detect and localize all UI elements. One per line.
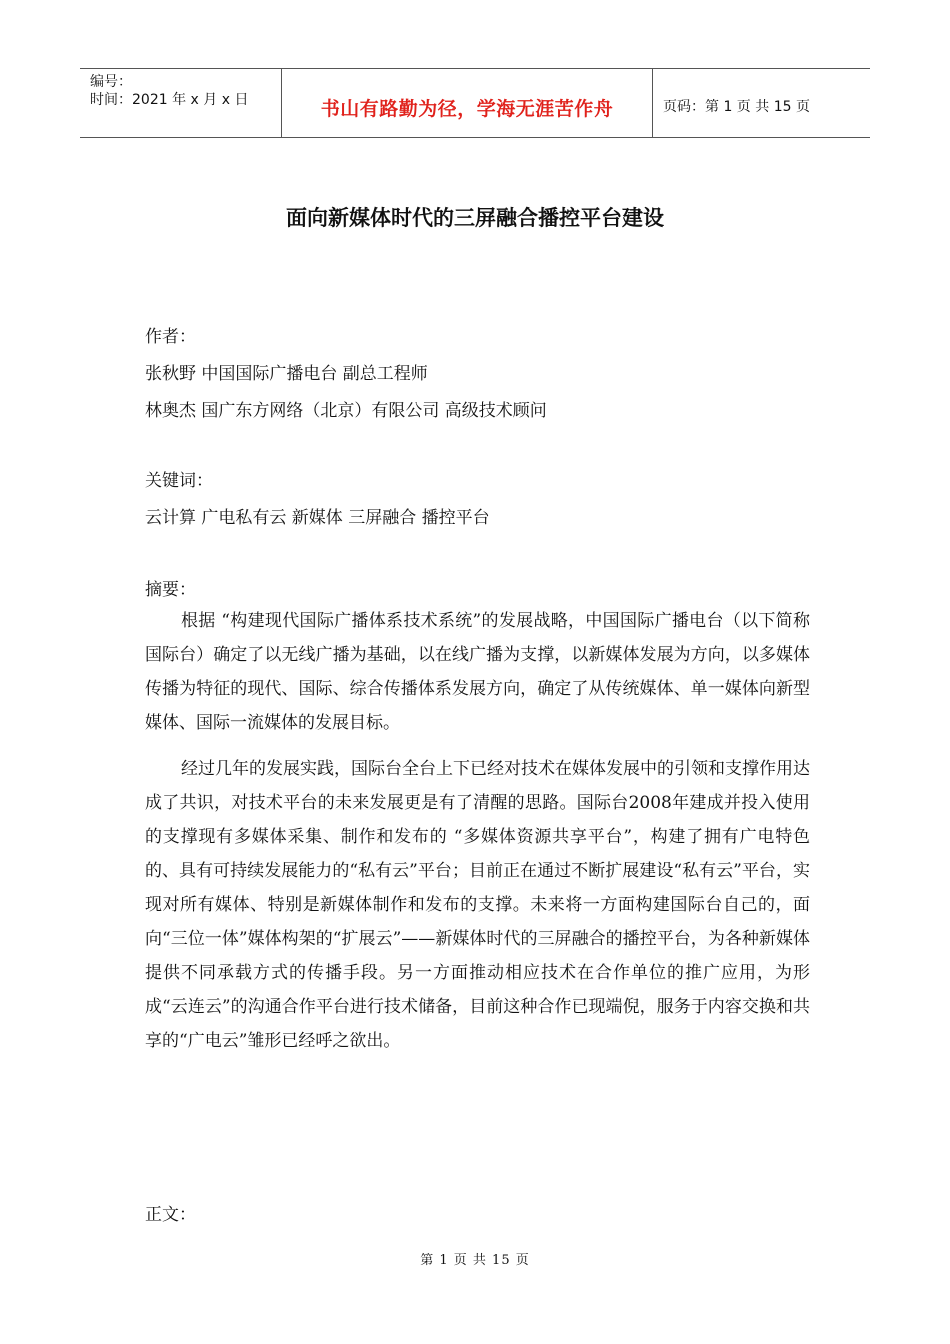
abstract-paragraph-1: 根据 “构建现代国际广播体系技术系统”的发展战略，中国国际广播电台（以下简称国际台）确定了以无线广播为基础，以在线广播为支撑，以新媒体发展为方向，以多媒体传播为特征的现代、国际、综合传播体系发展方向，确定了从传统媒体、单一媒体向新型媒体、国际一流媒体的发展目标。 (145, 611, 810, 733)
motto-text: 书山有路勤为径，学海无涯苦作舟 (320, 98, 614, 120)
author-line-1: 张秋野 中国国际广播电台 副总工程师 (145, 364, 428, 384)
page-footer: 第 1 页 共 15 页 (420, 1253, 530, 1268)
abstract-label: 摘要： (145, 580, 196, 600)
keywords-label: 关键词： (145, 471, 213, 491)
document-header (80, 68, 870, 138)
header-page-info: 页码：第 1 页 共 15 页 (663, 99, 810, 115)
keywords-text: 云计算 广电私有云 新媒体 三屏融合 播控平台 (145, 508, 490, 528)
time-label: 时间：2021 年 x 月 x 日 (90, 92, 249, 108)
header-meta-cell (80, 69, 282, 137)
number-label: 编号： (90, 74, 132, 90)
abstract-paragraph-2: 经过几年的发展实践，国际台全台上下已经对技术在媒体发展中的引领和支撑作用达成了共识，对技术平台的未来发展更是有了清醒的思路。国际台2008年建成并投入使用的支撑现有多媒体采集、制作和发布的 “多媒体资源共享平台”，构建了拥有广电特色的、具有可持续发展能力的“私有云”平台；目前正在通过不断扩展建设“私有云”平台，实现对所有媒体、特别是新媒体制作和发布的支撑。未来将一方面构建国际台自己的，面向“三位一体”媒体构架的“扩展云”——新媒体时代的三屏融合的播控平台，为各种新媒体提供不同承载方式的传播手段。另一方面推动相应技术在合作单位的推广应用，为形成“云连云”的沟通合作平台进行技术储备，目前这种合作已现端倪，服务于内容交换和共享的“广电云”雏形已经呼之欲出。 (145, 759, 810, 1051)
body-label: 正文： (145, 1205, 196, 1225)
header-motto-cell (282, 69, 653, 137)
author-line-2: 林奥杰 国广东方网络（北京）有限公司 高级技术顾问 (145, 401, 547, 421)
authors-label: 作者： (145, 327, 196, 347)
document-title: 面向新媒体时代的三屏融合播控平台建设 (286, 206, 664, 230)
